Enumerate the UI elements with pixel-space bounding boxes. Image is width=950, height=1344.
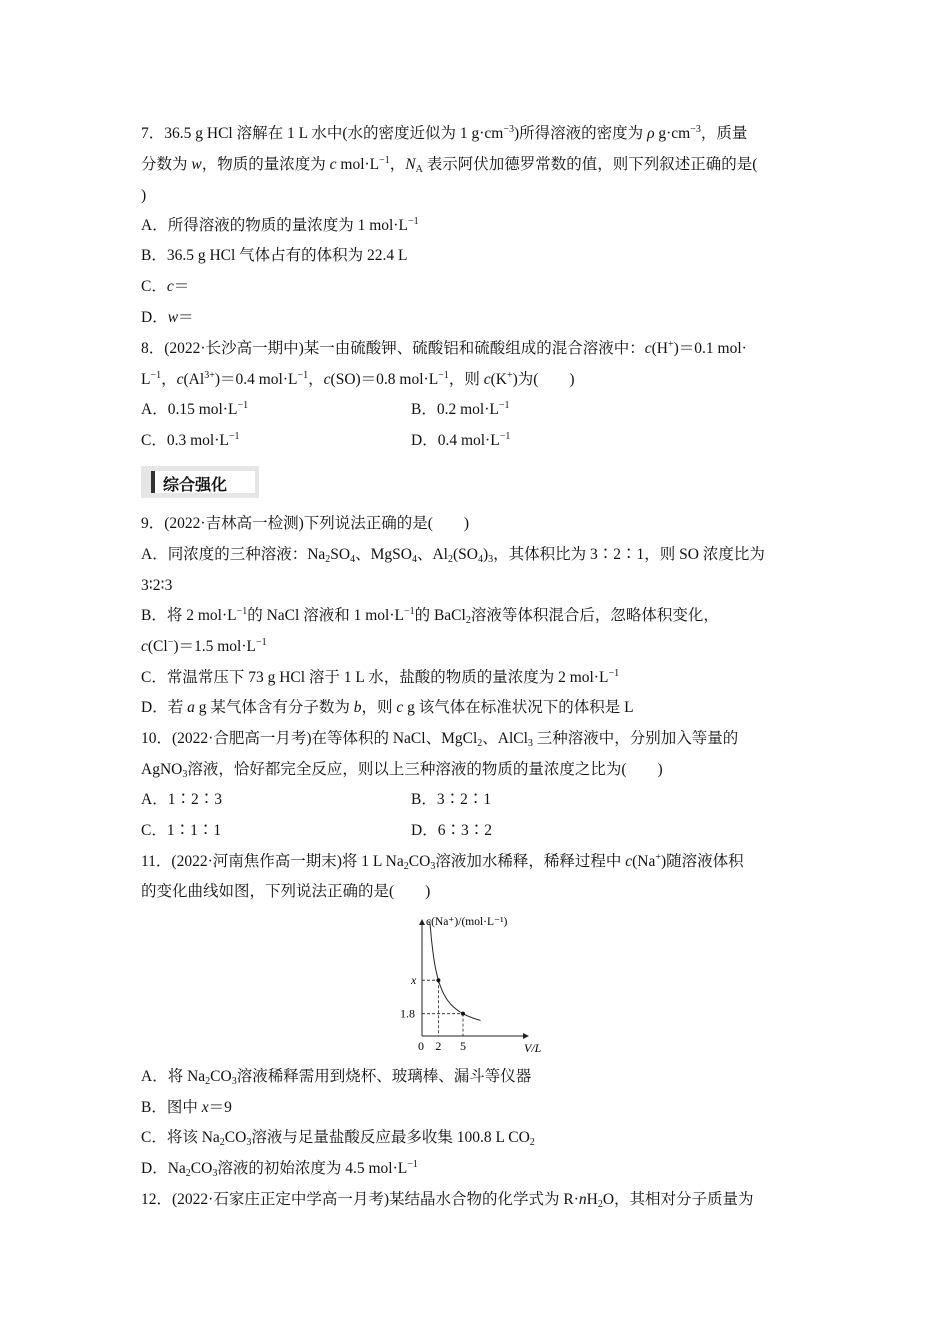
q11-option-b: B．图中 x＝9 [141,1099,232,1116]
q8-option-a: A．0.15 $mol\cdot L^{-1}$ [141,400,249,418]
x-tick-0: 0 [418,1039,424,1053]
q9-option-b-line1: B．将 2 $mol\cdot L^{-1}$的 NaCl 溶液和 1 $mol\cdot L^{-1}$的 BaCl$_2$溶液等体积混合后，忽略体积变化， [141,606,719,626]
x-tick-2: 2 [435,1039,442,1053]
y-tick-value: 1.8 [400,1006,415,1021]
q7-option-c: C．c＝ [141,278,190,295]
q7-option-b: B．36.5 g HCl 气体占有的体积为 22.4 L [141,247,408,264]
x-tick-5: 5 [460,1039,466,1053]
q11-stem-line2: 的变化曲线如图，下列说法正确的是( ) [141,883,431,900]
q8-stem-line1: 8．(2022·长沙高一期中)某一由硫酸钾、硫酸铝和硫酸组成的混合溶液中：c(H+)＝0.1 mol· [141,339,747,357]
q8-stem-line2: $L^{-1}$，$c(Al^{3+})=0.4$ $mol\cdot L^{-1}$，c(SO)＝0.8 $mol\cdot L^{-1}$，则 c(K+)为( ) [141,370,575,388]
q10-option-c: C．1∶1∶1 [141,822,222,839]
q10-stem-line1: 10．(2022·合肥高一月考)在等体积的 NaCl、MgCl$_2$、AlCl$_3$ 三种溶液中，分别加入等量的 [141,730,739,749]
q11-option-a: A．将 $Na_2CO_3$溶液稀释需用到烧杯、玻璃棒、漏斗等仪器 [141,1068,532,1087]
q8-option-d: D．0.4 $mol\cdot L^{-1}$ [411,431,511,449]
q9-option-b-line2: c(Cl−)＝1.5 $mol\cdot L^{-1}$ [141,637,267,655]
series-line-c-na [428,922,481,1020]
dilution-curve-chart [396,908,556,1058]
q9-option-d: D．若 a g 某气体含有分子数为 b，则 c g 该气体在标准状况下的体积是 L [141,699,634,716]
y-tick-x: x [411,973,417,988]
data-point-1 [461,1012,465,1016]
q10-option-d: D．6∶3∶2 [411,822,492,839]
q7-option-d: D．w＝ [141,309,194,326]
q9-option-a-line2: 3∶2∶3 [141,577,173,594]
q11-stem-line1: 11．(2022·河南焦作高一期末)将 1 L $Na_2CO_3$溶液加水稀释，稀释过程中 c(Na+)随溶液体积 [141,852,744,872]
q7-stem-line2: 分数为 w，物质的量浓度为 c $mol\cdot L^{-1}$，$N_A$ 表示阿伏加德罗常数的值，则下列叙述正确的是( [141,155,758,175]
q10-option-b: B．3∶2∶1 [411,791,492,808]
section-header [141,466,259,498]
q8-option-b: B．0.2 $mol\cdot L^{-1}$ [411,400,510,418]
q11-option-c: C．将该 $Na_2CO_3$溶液与足量盐酸反应最多收集 100.8 L $CO_2$ [141,1129,535,1148]
q10-stem-line2: AgNO$_3$溶液，恰好都完全反应，则以上三种溶液的物质的量浓度之比为( ) [141,761,663,780]
q9-stem: 9．(2022·吉林高一检测)下列说法正确的是( ) [141,515,470,532]
q7-stem-line1: 7．36.5 g HCl 溶解在 1 L 水中(水的密度近似为 1 $g\cdot cm^{-3}$)所得溶液的密度为 ρ $g\cdot cm^{-3}$，质量 [141,124,748,142]
q7-option-a: A．所得溶液的物质的量浓度为 1 $mol\cdot L^{-1}$ [141,216,419,234]
q7-stem-line3: ) [141,187,147,204]
q9-option-a-line1: A．同浓度的三种溶液：$Na_2SO_4$、MgSO$_4$、$Al_2(SO_4)_3$，其体积比为 3∶2∶1，则 SO 浓度比为 [141,546,765,565]
q10-option-a: A．1∶2∶3 [141,791,222,808]
x-axis-label: V/L [524,1041,542,1055]
data-point-0 [436,978,440,982]
q11-option-d: D．$Na_2CO_3$溶液的初始浓度为 4.5 $mol\cdot L^{-1}$ [141,1159,418,1179]
y-axis-label: c(Na⁺)/(mol·L⁻¹) [426,916,508,928]
q12-stem-line1: 12．(2022·石家庄正定中学高一月考)某结晶水合物的化学式为 $R\cdot nH_2O$，其相对分子质量为 [141,1191,754,1210]
section-title: 综合强化 [163,475,228,494]
q8-option-c: C．0.3 $mol\cdot L^{-1}$ [141,431,240,449]
q9-option-c: C．常温常压下 73 g HCl 溶于 1 L 水，盐酸的物质的量浓度为 2 $mol\cdot L^{-1}$ [141,668,620,686]
section-header-inner [151,471,255,493]
